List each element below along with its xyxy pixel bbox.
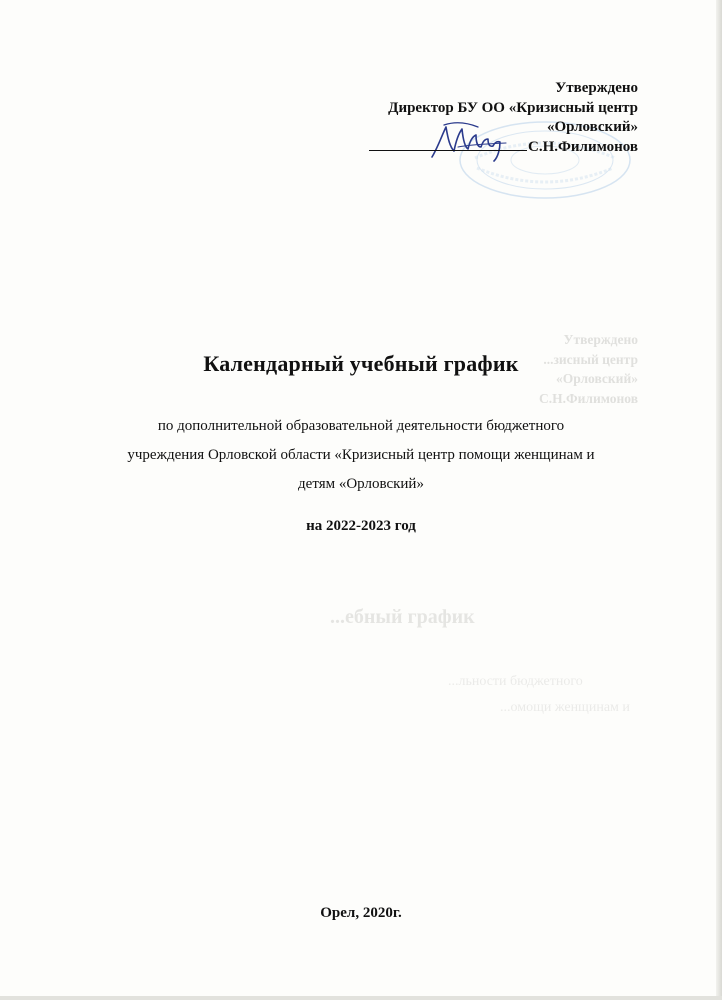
place-and-date: Орел, 2020г. (320, 905, 402, 921)
approval-signature-row (369, 138, 638, 158)
subtitle-line: по дополнительной образовательной деятельности бюджетного (157, 418, 565, 434)
scan-edge-right (716, 0, 722, 1000)
approval-heading: Утверждено (555, 80, 638, 96)
document-subtitle (68, 412, 654, 499)
show-through-line: ...льности бюджетного (448, 674, 583, 689)
show-through-title: ...ебный график (330, 606, 475, 628)
subtitle-line: детям «Орловский» (298, 476, 424, 492)
subtitle-line: учреждения Орловской области «Кризисный центр помощи женщинам и (127, 447, 595, 463)
document-title: Календарный учебный график (203, 351, 519, 376)
approval-position: Директор БУ ОО «Кризисный центр (388, 99, 638, 116)
scan-edge-bottom (0, 996, 722, 1000)
academic-year: на 2022-2023 год (306, 518, 416, 534)
show-through-line: С.Н.Филимонов (539, 390, 638, 406)
signature-line (369, 138, 527, 151)
approval-signer-name: С.Н.Филимонов (528, 138, 638, 155)
show-through-line: Утверждено (563, 332, 638, 347)
show-through-line: «Орловский» (556, 371, 638, 386)
approval-block (369, 79, 638, 157)
show-through-line: ...омощи женщинам и (500, 700, 630, 715)
approval-organization: «Орловский» (546, 119, 638, 135)
show-through-line: ...зисный центр (543, 351, 638, 367)
